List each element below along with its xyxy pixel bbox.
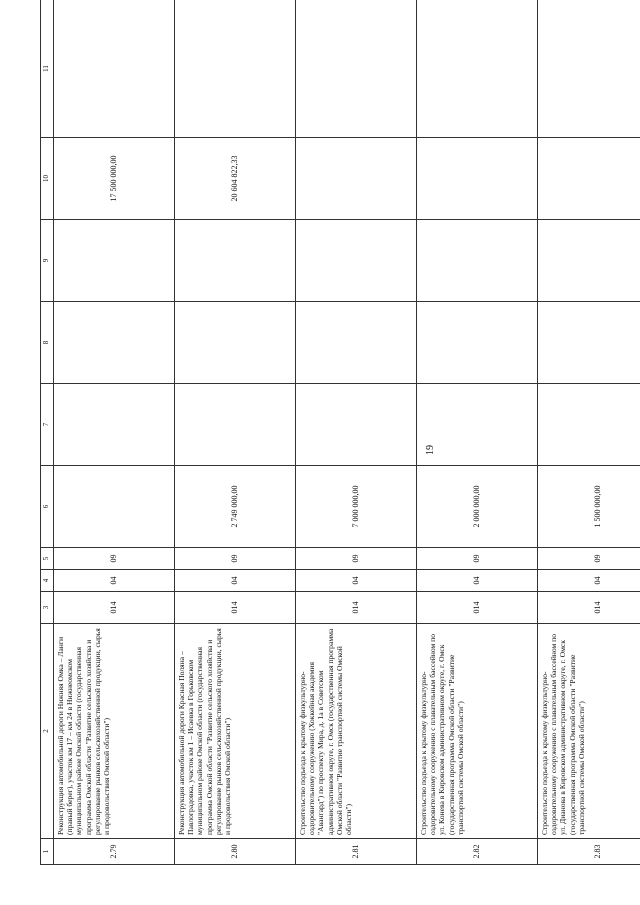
row-name: Реконструкция автомобильной дороги Красная Поляна – Павлоградовка, участок км 1 – Исаевка в Горьковском муниципальном районе Омской области (государственная программа Омской области "Развитие сельского хозяйства и регулирование рынков сельскохозяйственной продукции, сырья и продовольствия Омской области") <box>175 624 296 839</box>
row-value-col6: 2 749 000,00 <box>175 466 296 548</box>
row-value-col11 <box>538 0 640 138</box>
row-value-col9 <box>538 220 640 302</box>
row-value-col7 <box>54 384 175 466</box>
header-cell: 3 <box>41 592 54 624</box>
row-value-col10 <box>538 138 640 220</box>
header-cell: 7 <box>41 384 54 466</box>
header-cell: 2 <box>41 624 54 839</box>
row-value-col11 <box>296 0 417 138</box>
header-row <box>41 0 54 865</box>
row-value-col11 <box>417 0 538 138</box>
row-value-col7 <box>417 384 538 466</box>
row-section: 04 <box>538 570 640 592</box>
row-value-col6: 7 000 000,00 <box>296 466 417 548</box>
table-row <box>175 0 296 865</box>
header-cell: 1 <box>41 839 54 865</box>
row-value-col9 <box>175 220 296 302</box>
row-value-col6: 2 000 000,00 <box>417 466 538 548</box>
header-cell: 8 <box>41 302 54 384</box>
row-value-col8 <box>417 302 538 384</box>
row-value-col9 <box>296 220 417 302</box>
row-value-col8 <box>538 302 640 384</box>
row-value-col10: 17 500 000,00 <box>54 138 175 220</box>
row-value-col6: 1 500 000,00 <box>538 466 640 548</box>
row-section: 04 <box>175 570 296 592</box>
table-row <box>54 0 175 865</box>
row-name: Строительство подъезда к крытому физкультурно-оздоровительному сооружению (Хоккейная академия "Авангард") по проспекту Мира, д. 1а в Советском административном округе, г. Омск (государственная программа Омской области "Развитие транспортной системы Омской области") <box>296 624 417 839</box>
row-code: 014 <box>417 592 538 624</box>
row-value-col9 <box>54 220 175 302</box>
row-subsection: 09 <box>54 548 175 570</box>
row-code: 014 <box>538 592 640 624</box>
row-code: 014 <box>175 592 296 624</box>
header-cell: 9 <box>41 220 54 302</box>
row-number: 2.81 <box>296 839 417 865</box>
row-value-col7 <box>175 384 296 466</box>
row-value-col8 <box>296 302 417 384</box>
page-number: 19 <box>425 445 436 455</box>
row-name: Реконструкция автомобильной дороги Нижняя Омка – Ланги (правый берег), участок км 17 – км 24 в Нижнеомском муниципальном районе Омской области (государственная программа Омской области "Развитие сельского хозяйства и регулирование рынков сельскохозяйственной продукции, сырья и продовольствия Омской области") <box>54 624 175 839</box>
row-number: 2.79 <box>54 839 175 865</box>
row-number: 2.80 <box>175 839 296 865</box>
row-subsection: 09 <box>538 548 640 570</box>
row-name: Строительство подъезда к крытому физкультурно-оздоровительному сооружению с плавательным бассейном по ул. Конева в Кировском административном округе, г. Омск (государственная программа Омской области "Развитие транспортной системы Омской области") <box>417 624 538 839</box>
header-cell: 11 <box>41 0 54 138</box>
row-subsection: 09 <box>296 548 417 570</box>
table-row <box>417 0 538 865</box>
header-cell: 10 <box>41 138 54 220</box>
row-value-col7 <box>296 384 417 466</box>
row-section: 04 <box>54 570 175 592</box>
row-name: Строительство подъезда к крытому физкультурно-оздоровительному сооружению с плавательным бассейном по ул. Дианова в Кировском административном округе, г. Омск (государственная программа Омской области "Развитие транспортной системы Омской области") <box>538 624 640 839</box>
header-cell: 4 <box>41 570 54 592</box>
row-value-col6 <box>54 466 175 548</box>
table-row <box>296 0 417 865</box>
budget-table <box>40 0 640 865</box>
row-section: 04 <box>417 570 538 592</box>
header-cell: 6 <box>41 466 54 548</box>
row-value-col7 <box>538 384 640 466</box>
row-value-col11 <box>175 0 296 138</box>
row-section: 04 <box>296 570 417 592</box>
row-value-col8 <box>175 302 296 384</box>
row-subsection: 09 <box>175 548 296 570</box>
row-code: 014 <box>296 592 417 624</box>
row-code: 014 <box>54 592 175 624</box>
row-number: 2.82 <box>417 839 538 865</box>
row-value-col11 <box>54 0 175 138</box>
table-row <box>538 0 640 865</box>
row-value-col10: 20 604 822,33 <box>175 138 296 220</box>
row-value-col8 <box>54 302 175 384</box>
rotated-table-container <box>40 20 620 865</box>
row-subsection: 09 <box>417 548 538 570</box>
row-value-col9 <box>417 220 538 302</box>
header-cell: 5 <box>41 548 54 570</box>
row-value-col10 <box>417 138 538 220</box>
row-value-col10 <box>296 138 417 220</box>
row-number: 2.83 <box>538 839 640 865</box>
